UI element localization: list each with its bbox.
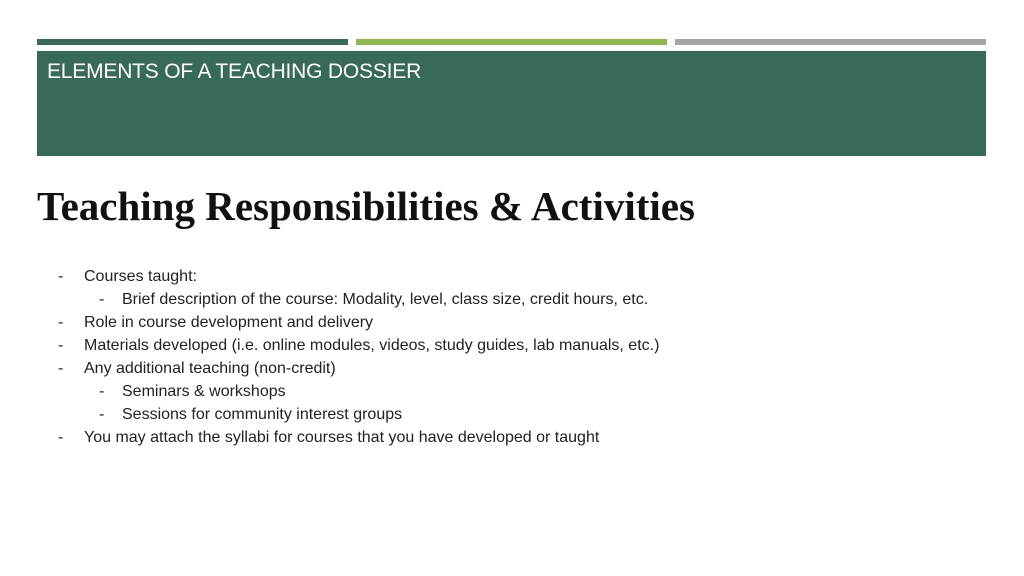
bullet-text: Role in course development and delivery (84, 314, 374, 331)
list-item (0, 334, 1024, 357)
bullet-text: Courses taught: (84, 268, 197, 285)
bullet-text: Sessions for community interest groups (122, 406, 403, 423)
list-item (0, 357, 1024, 380)
accent-bar-light-green (356, 39, 667, 45)
bullet-dash: - (58, 268, 64, 285)
bullet-text: Materials developed (i.e. online modules, videos, study guides, lab manuals, etc.) (84, 337, 660, 354)
accent-bar-gray (675, 39, 986, 45)
list-item (0, 265, 1024, 288)
bullet-dash: - (58, 360, 64, 377)
bullet-text: Brief description of the course: Modality, level, class size, credit hours, etc. (122, 291, 649, 308)
bullet-dash: - (99, 406, 105, 423)
accent-bar-dark-green (37, 39, 348, 45)
bullet-dash: - (99, 383, 105, 400)
bullet-dash: - (58, 337, 64, 354)
list-item (0, 311, 1024, 334)
bullet-text: Any additional teaching (non-credit) (84, 360, 336, 377)
bullet-text: Seminars & workshops (122, 383, 286, 400)
bullet-dash: - (99, 291, 105, 308)
list-item (0, 426, 1024, 449)
bullet-text: You may attach the syllabi for courses that you have developed or taught (84, 429, 600, 446)
bullet-list (0, 265, 1024, 449)
list-item (0, 380, 1024, 403)
list-item (0, 288, 1024, 311)
bullet-dash: - (58, 429, 64, 446)
list-item (0, 403, 1024, 426)
section-title: ELEMENTS OF A TEACHING DOSSIER (47, 60, 422, 83)
bullet-dash: - (58, 314, 64, 331)
slide-heading: Teaching Responsibilities & Activities (37, 183, 695, 229)
